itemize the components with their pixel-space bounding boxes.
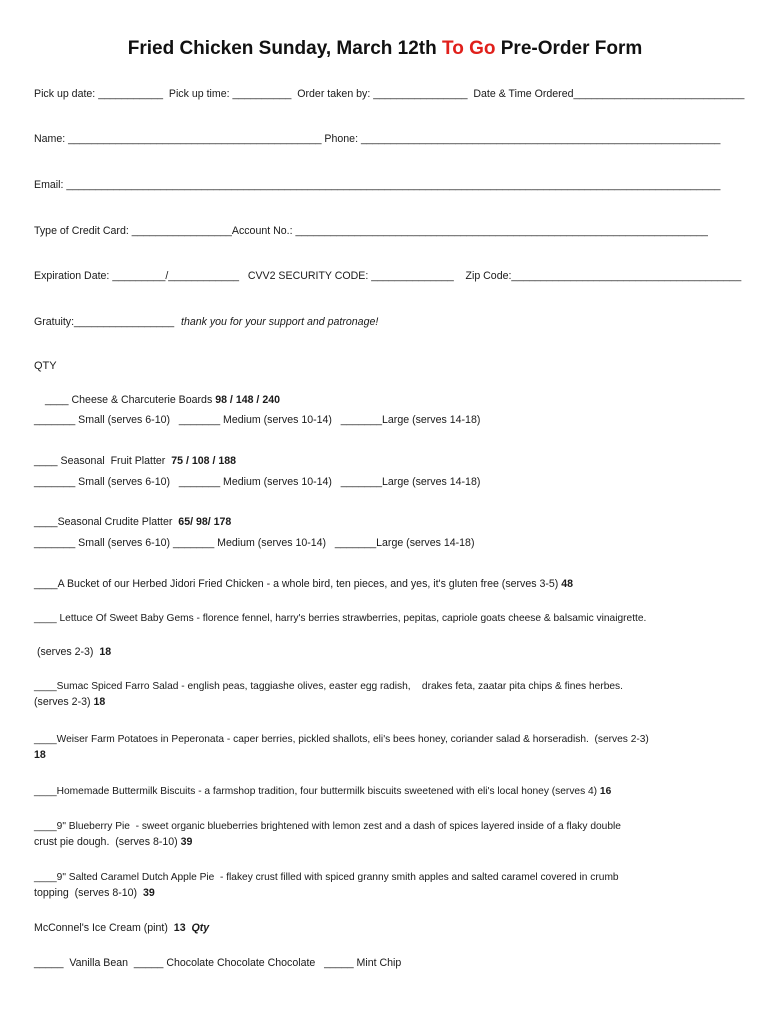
blueberry-price: 39 xyxy=(180,836,193,848)
lettuce-serves-text: (serves 2-3) xyxy=(34,646,100,658)
cheese-board-label: ____ Cheese & Charcuterie Boards xyxy=(45,394,216,406)
lettuce-item[interactable]: ____ Lettuce Of Sweet Baby Gems - florence fennel, harry's berries strawberries, pepitas, capriole goats cheese & balsamic vinaigrette. xyxy=(34,613,647,624)
fruit-platter-label: ____ Seasonal Fruit Platter xyxy=(34,455,172,467)
lettuce-price: 18 xyxy=(99,646,112,658)
title-text-end: Pre-Order Form xyxy=(495,38,643,59)
ice-cream-qty-label: Qty xyxy=(191,922,210,934)
blueberry-pie-serves xyxy=(34,836,192,849)
ice-cream-item xyxy=(34,922,209,935)
ice-cream-label: McConnel's Ice Cream (pint) xyxy=(34,922,174,934)
crudite-platter-label: ____Seasonal Crudite Platter xyxy=(34,516,179,528)
blueberry-pie-item[interactable]: ____9" Blueberry Pie - sweet organic blueberries brightened with lemon zest and a dash of spices layered inside of a flaky double xyxy=(34,821,621,832)
potatoes-item[interactable]: ____Weiser Farm Potatoes in Peperonata - caper berries, pickled shallots, eli's bees honey, coriander salad & horseradish. (serves 2-3) xyxy=(34,734,649,745)
cheese-board-sizes[interactable]: _______ Small (serves 6-10) _______ Medium (serves 10-14) _______Large (serves 14-18) xyxy=(34,414,481,426)
fried-chicken-price: 48 xyxy=(561,578,574,590)
email-line[interactable]: Email: _______________________________________________________________________________________________________________ xyxy=(34,179,721,191)
gratuity-line[interactable]: Gratuity:_________________ xyxy=(34,316,175,328)
biscuits-price: 16 xyxy=(599,786,612,797)
title-accent: To Go xyxy=(442,38,496,59)
cheese-board-item xyxy=(45,394,280,407)
farro-salad-item[interactable]: ____Sumac Spiced Farro Salad - english peas, taggiashe olives, easter egg radish, drakes feta, zaatar pita chips & fines herbes. xyxy=(34,681,623,692)
crudite-platter-sizes[interactable]: _______ Small (serves 6-10) _______ Medium (serves 10-14) _______Large (serves 14-18) xyxy=(34,537,475,549)
fried-chicken-item[interactable] xyxy=(34,578,573,591)
fried-chicken-text: ____A Bucket of our Herbed Jidori Fried Chicken - a whole bird, ten pieces, and yes, it's gluten free (serves 3-5) xyxy=(34,578,562,590)
farro-price: 18 xyxy=(93,696,106,708)
apple-price: 39 xyxy=(142,887,155,899)
credit-card-line[interactable]: Type of Credit Card: _________________Account No.: ______________________________________________________________________ xyxy=(34,225,708,237)
ice-cream-price: 13 xyxy=(173,922,186,934)
form-title xyxy=(0,38,770,60)
ice-cream-flavors[interactable]: _____ Vanilla Bean _____ Chocolate Chocolate Chocolate _____ Mint Chip xyxy=(34,957,402,969)
thanks-note: thank you for your support and patronage! xyxy=(181,316,379,328)
lettuce-serves xyxy=(34,646,111,659)
apple-serves-text: topping (serves 8-10) xyxy=(34,887,143,899)
pickup-order-line[interactable]: Pick up date: ___________ Pick up time: __________ Order taken by: ________________ Date & Time Ordered_____________________________ xyxy=(34,88,745,100)
apple-pie-item[interactable]: ____9" Salted Caramel Dutch Apple Pie - flakey crust filled with spiced granny smith apples and salted caramel covered in crumb xyxy=(34,872,619,883)
apple-pie-serves xyxy=(34,887,155,900)
biscuits-item[interactable] xyxy=(34,785,611,798)
biscuits-text: ____Homemade Buttermilk Biscuits - a farmshop tradition, four buttermilk biscuits sweetened with eli's local honey (serves 4) xyxy=(34,786,600,797)
farro-serves-text: (serves 2-3) xyxy=(34,696,94,708)
blueberry-serves-text: crust pie dough. (serves 8-10) xyxy=(34,836,181,848)
farro-salad-serves xyxy=(34,696,105,709)
fruit-platter-sizes[interactable]: _______ Small (serves 6-10) _______ Medium (serves 10-14) _______Large (serves 14-18) xyxy=(34,476,481,488)
title-text: Fried Chicken Sunday, March 12th xyxy=(127,38,443,59)
crudite-platter-price: 65/ 98/ 178 xyxy=(178,516,232,528)
potatoes-price: 18 xyxy=(34,749,46,761)
expiration-line[interactable]: Expiration Date: _________/____________ CVV2 SECURITY CODE: ______________ Zip Code:_______________________________________ xyxy=(34,270,742,282)
fruit-platter-price: 75 / 108 / 188 xyxy=(171,455,237,467)
name-phone-line[interactable]: Name: ___________________________________________ Phone: _____________________________________________________________ xyxy=(34,133,721,145)
fruit-platter-item xyxy=(34,455,236,468)
qty-heading: QTY xyxy=(34,360,57,372)
cheese-board-price: 98 / 148 / 240 xyxy=(215,394,280,406)
crudite-platter-item xyxy=(34,516,231,529)
